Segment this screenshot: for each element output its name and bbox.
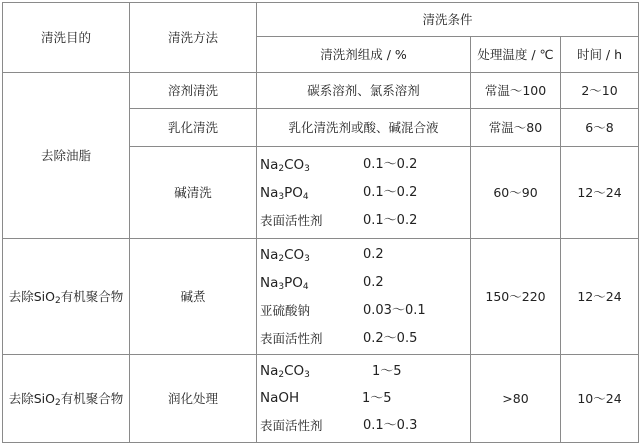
component-line [257, 385, 470, 412]
component-name: $Na_3PO_4$ [260, 184, 309, 202]
header-time: 时间 / h [561, 37, 639, 73]
component-value: 0.1～0.2 [363, 212, 418, 228]
composition-cell: 碳系溶剂、氯系溶剂 [257, 73, 471, 109]
method-cell: 乳化清洗 [130, 109, 257, 147]
temperature-cell: 常温～80 [471, 109, 561, 147]
composition-cell [257, 147, 471, 239]
header-method: 清洗方法 [130, 3, 257, 73]
method-cell: 溶剂清洗 [130, 73, 257, 109]
time-cell: 2～10 [561, 73, 639, 109]
component-line [257, 241, 470, 269]
table-row [3, 355, 639, 443]
time-cell: 6～8 [561, 109, 639, 147]
component-name: $Na_2CO_3$ [260, 156, 310, 174]
table-row [3, 73, 639, 109]
component-value: 0.2 [363, 246, 384, 262]
temperature-cell: >80 [471, 355, 561, 443]
table-row [3, 239, 639, 355]
component-value: 1～5 [362, 391, 392, 406]
header-purpose: 清洗目的 [3, 3, 130, 73]
component-value: 0.1～0.2 [363, 184, 418, 200]
component-line [257, 207, 470, 235]
purpose-cell: 去除SiO$_2$有机聚合物 [3, 239, 130, 355]
component-name: $Na_2CO_3$ [260, 246, 310, 264]
component-value: 0.1～0.2 [363, 156, 418, 172]
method-cell: 碱清洗 [130, 147, 257, 239]
composition-cell: 乳化清洗剂或酸、碱混合液 [257, 109, 471, 147]
component-line [257, 179, 470, 207]
purpose-cell: 去除SiO$_2$有机聚合物 [3, 355, 130, 443]
component-name: 亚硫酸钠 [260, 302, 311, 318]
component-value: 0.03～0.1 [363, 302, 426, 318]
purpose-cell: 去除油脂 [3, 73, 130, 239]
component-name: 表面活性剂 [260, 212, 323, 228]
component-name: NaOH [260, 390, 300, 406]
component-value: 0.1～0.3 [363, 418, 418, 433]
header-composition: 清洗剂组成 / % [257, 37, 471, 73]
time-cell: 12～24 [561, 147, 639, 239]
method-cell: 润化处理 [130, 355, 257, 443]
header-temperature: 处理温度 / ℃ [471, 37, 561, 73]
header-row-1 [3, 3, 639, 37]
method-cell: 碱煮 [130, 239, 257, 355]
component-line [257, 151, 470, 179]
component-line [257, 412, 470, 439]
time-cell: 10～24 [561, 355, 639, 443]
composition-cell [257, 355, 471, 443]
temperature-cell: 60～90 [471, 147, 561, 239]
component-value: 0.2 [363, 274, 384, 290]
component-line [257, 358, 470, 385]
temperature-cell: 150～220 [471, 239, 561, 355]
component-name: $Na_2CO_3$ [260, 363, 310, 380]
component-line [257, 297, 470, 325]
temperature-cell: 常温～100 [471, 73, 561, 109]
component-name: 表面活性剂 [260, 330, 323, 346]
component-value: 1～5 [372, 364, 402, 379]
time-cell: 12～24 [561, 239, 639, 355]
composition-cell [257, 239, 471, 355]
component-value: 0.2～0.5 [363, 330, 418, 346]
header-conditions: 清洗条件 [257, 3, 639, 37]
cleaning-conditions-table [2, 2, 639, 443]
component-line [257, 325, 470, 353]
component-name: 表面活性剂 [260, 418, 323, 433]
component-name: $Na_3PO_4$ [260, 274, 309, 292]
component-line [257, 269, 470, 297]
